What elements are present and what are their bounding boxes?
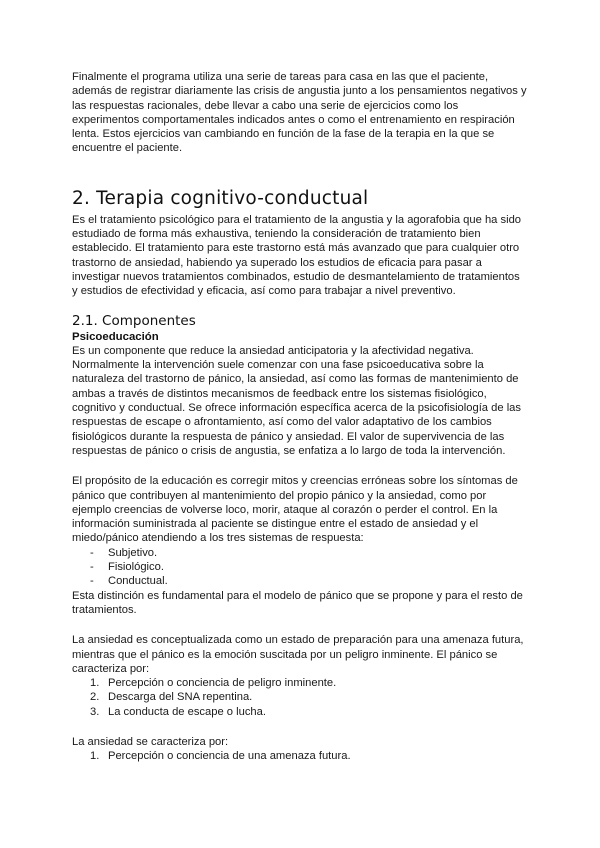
intro-paragraph: Finalmente el programa utiliza una serie de tareas para casa en las que el paciente, además de registrar diariamente las crisis de angustia junto a los pensamientos negativos y las respuestas racionales, debe llevar a cabo una serie de ejercicios como los experimentos comportamentales indicados antes o como el entrenamiento en respiración lenta. Estos ejercicios van cambiando en función de la fase de la terapia en la que se encuentre el paciente. xyxy=(72,71,527,155)
document-page xyxy=(72,70,528,764)
dash-marker: - xyxy=(90,546,94,559)
number-marker: 3. xyxy=(90,705,100,718)
list-item: - Subjetivo. xyxy=(90,546,158,559)
number-marker: 2. xyxy=(90,691,100,704)
list-item: 3. La conducta de escape o lucha. xyxy=(90,705,266,718)
list-item: 2. Descarga del SNA repentina. xyxy=(90,691,253,704)
list-item: 1. Percepción o conciencia de peligro inminente. xyxy=(90,677,337,690)
psicoeducacion-paragraph-1: Es un componente que reduce la ansiedad anticipatoria y la afectividad negativa. Normalmente la intervención suele comenzar con una fase psicoeducativa sobre la naturaleza del trastorno de pánico, la ansiedad, así como las formas de mantenimiento de ambas a través de distintos mecanismos de feedback entre los sistemas fisiológico, cognitivo y conductual. Se ofrece información específica acerca de la psicofisiología de las respuestas de escape o afrontamiento, así como del valor adaptativo de los cambios fisiológicos durante la respuesta de pánico y ansiedad. El valor de supervivencia de las respuestas de pánico o crisis de angustia, se enfatiza a lo largo de toda la intervención. xyxy=(72,344,521,457)
response-systems-list xyxy=(72,546,528,589)
anxiety-characteristics-list xyxy=(72,749,528,763)
list-item: 1. Percepción o conciencia de una amenaza futura. xyxy=(90,750,351,763)
dash-marker: - xyxy=(90,575,94,588)
panic-characteristics-list xyxy=(72,676,528,719)
psicoeducacion-paragraph-5: La ansiedad se caracteriza por: xyxy=(72,735,229,748)
psicoeducacion-paragraph-2: El propósito de la educación es corregir mitos y creencias erróneas sobre los síntomas de pánico que contribuyen al mantenimiento del propio pánico y la ansiedad, como por ejemplo creencias de volverse loco, morir, ataque al corazón o perder el control. En la información suministrada al paciente se distingue entre el estado de ansiedad y el miedo/pánico atendiendo a los tres sistemas de respuesta: xyxy=(72,475,518,545)
number-marker: 1. xyxy=(90,750,100,763)
psicoeducacion-paragraph-4: La ansiedad es conceptualizada como un estado de preparación para una amenaza futura, mientras que el pánico es la emoción suscitada por un peligro inminente. El pánico se caracteriza por: xyxy=(72,634,524,675)
list-item: - Conductual. xyxy=(90,575,168,588)
list-item: - Fisiológico. xyxy=(90,561,164,574)
psicoeducacion-heading: Psicoeducación xyxy=(72,330,159,343)
number-marker: 1. xyxy=(90,677,100,690)
section-paragraph: Es el tratamiento psicológico para el tratamiento de la angustia y la agorafobia que ha sido estudiado de forma más exhaustiva, teniendo la consideración de tratamiento bien establecido. El tratamiento para este trastorno está más avanzado que para cualquier otro trastorno de ansiedad, habiendo ya superado los estudios de eficacia para pasar a investigar nuevos tratamientos combinados, estudio de desmantelamiento de tratamientos y estudios de efectividad y eficacia, así como para trabajar a nivel preventivo. xyxy=(72,213,522,298)
section-title: 2. Terapia cognitivo-conductual xyxy=(72,187,369,209)
psicoeducacion-paragraph-3: Esta distinción es fundamental para el modelo de pánico que se propone y para el resto de tratamientos. xyxy=(72,589,523,616)
subsection-title: 2.1. Componentes xyxy=(72,312,196,329)
dash-marker: - xyxy=(90,561,94,574)
